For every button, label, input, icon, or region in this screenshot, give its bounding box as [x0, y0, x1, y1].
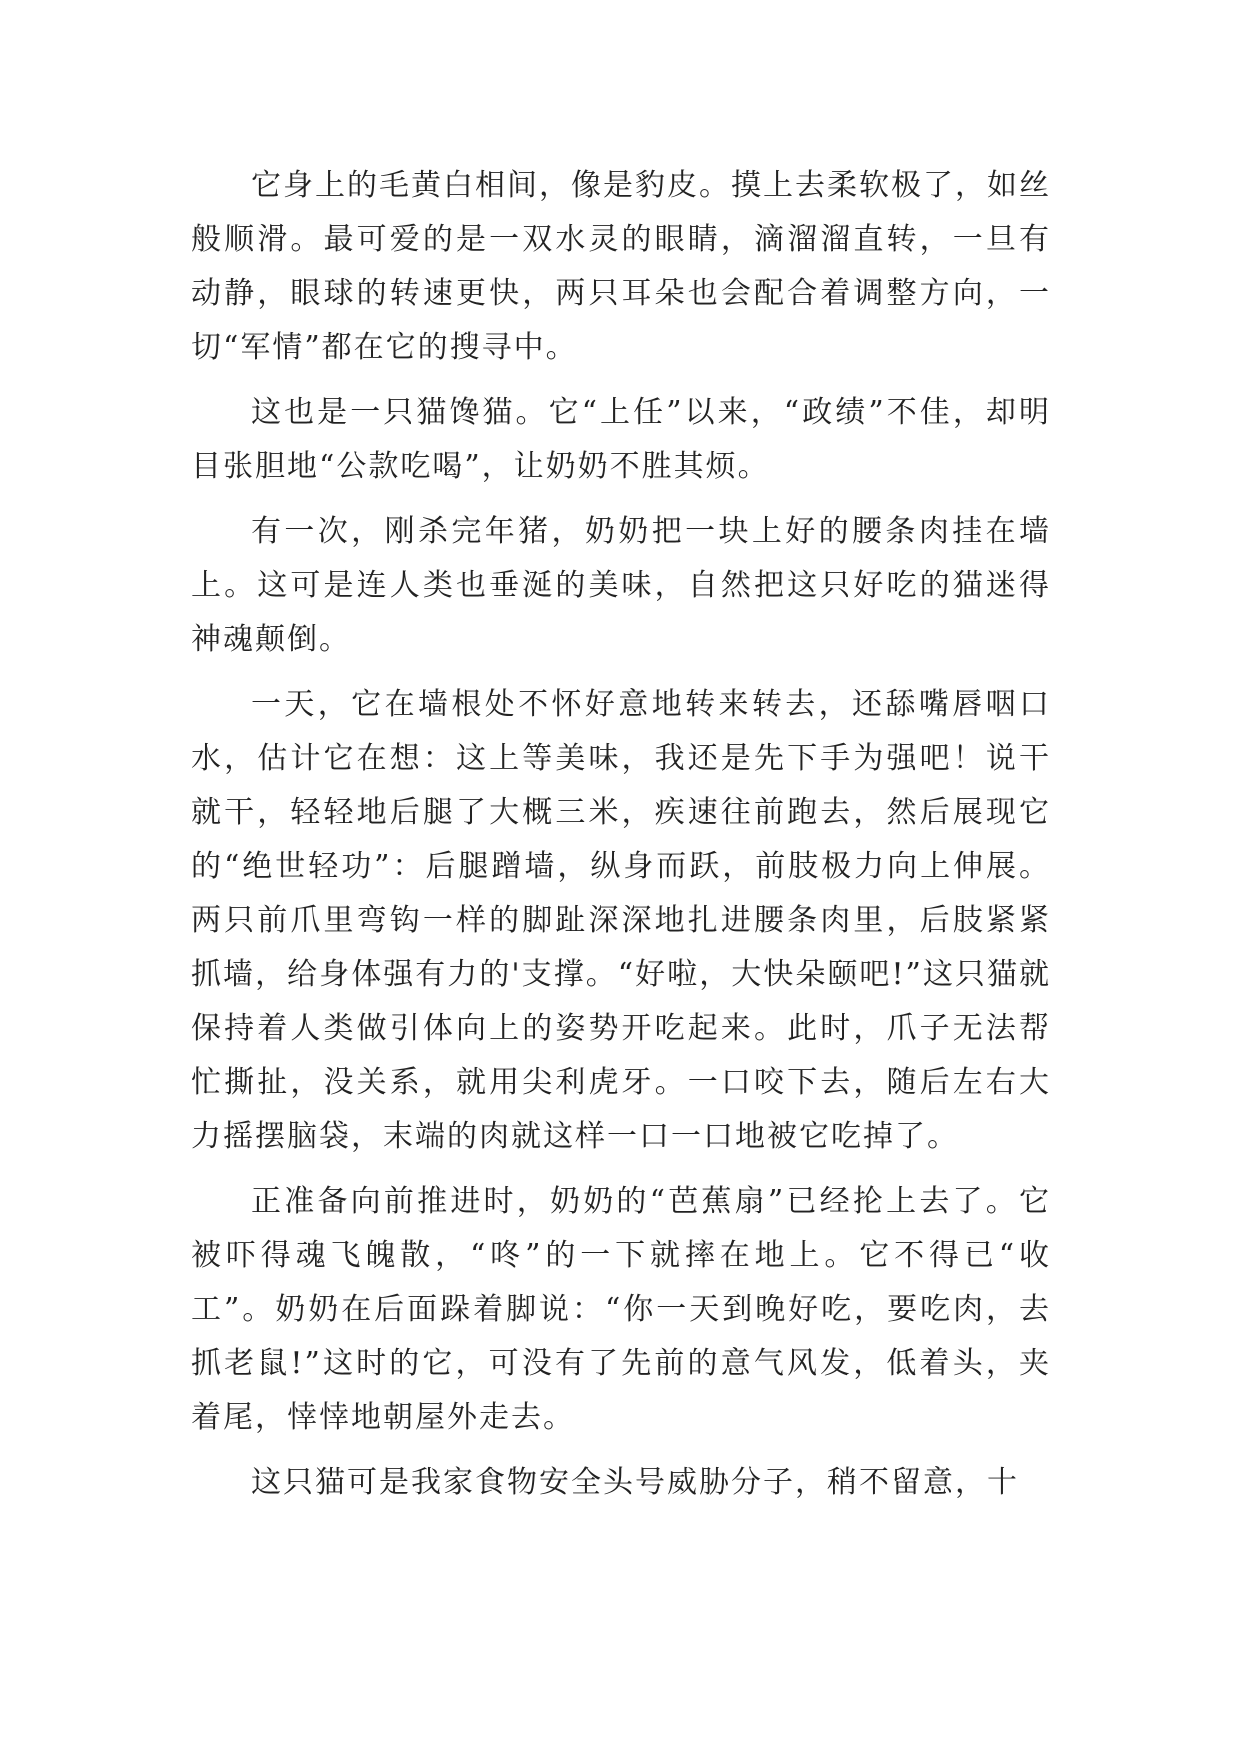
paragraph-grandma-fan: 正准备向前推进时，奶奶的“芭蕉扇”已经抡上去了。它被吓得魂飞魄散，“咚”的一下就摔在地上。它不得已“收工”。奶奶在后面跺着脚说：“你一天到晚好吃，要吃肉，去抓老鼠!”这时的它，可没有了先前的意气风发，低着头，夹着尾，悻悻地朝屋外走去。 — [191, 1184, 1051, 1435]
paragraph-food-threat: 这只猫可是我家食物安全头号威胁分子，稍不留意，十 — [251, 1465, 1019, 1500]
paragraph-cat-appearance: 它身上的毛黄白相间，像是豹皮。摸上去柔软极了，如丝般顺滑。最可爱的是一双水灵的眼睛，滴溜溜直转，一旦有动静，眼球的转速更快，两只耳朵也会配合着调整方向，一切“军情”都在它的搜寻中。 — [191, 168, 1051, 365]
paragraph-greedy-cat: 这也是一只猫馋猫。它“上任”以来，“政绩”不佳，却明目张胆地“公款吃喝”，让奶奶不胜其烦。 — [191, 395, 1051, 484]
document-body — [191, 159, 1051, 1521]
paragraph-pork-on-wall: 有一次，刚杀完年猪，奶奶把一块上好的腰条肉挂在墙上。这可是连人类也垂涎的美味，自然把这只好吃的猫迷得神魂颠倒。 — [191, 514, 1051, 657]
paragraph-cat-leaps: 一天，它在墙根处不怀好意地转来转去，还舔嘴唇咽口水，估计它在想：这上等美味，我还是先下手为强吧！说干就干，轻轻地后腿了大概三米，疾速往前跑去，然后展现它的“绝世轻功”：后腿蹭墙，纵身而跃，前肢极力向上伸展。两只前爪里弯钩一样的脚趾深深地扎进腰条肉里，后肢紧紧抓墙，给身体强有力的'支撑。“好啦，大快朵颐吧!”这只猫就保持着人类做引体向上的姿势开吃起来。此时，爪子无法帮忙撕扯，没关系，就用尖利虎牙。一口咬下去，随后左右大力摇摆脑袋，末端的肉就这样一口一口地被它吃掉了。 — [191, 687, 1051, 1154]
